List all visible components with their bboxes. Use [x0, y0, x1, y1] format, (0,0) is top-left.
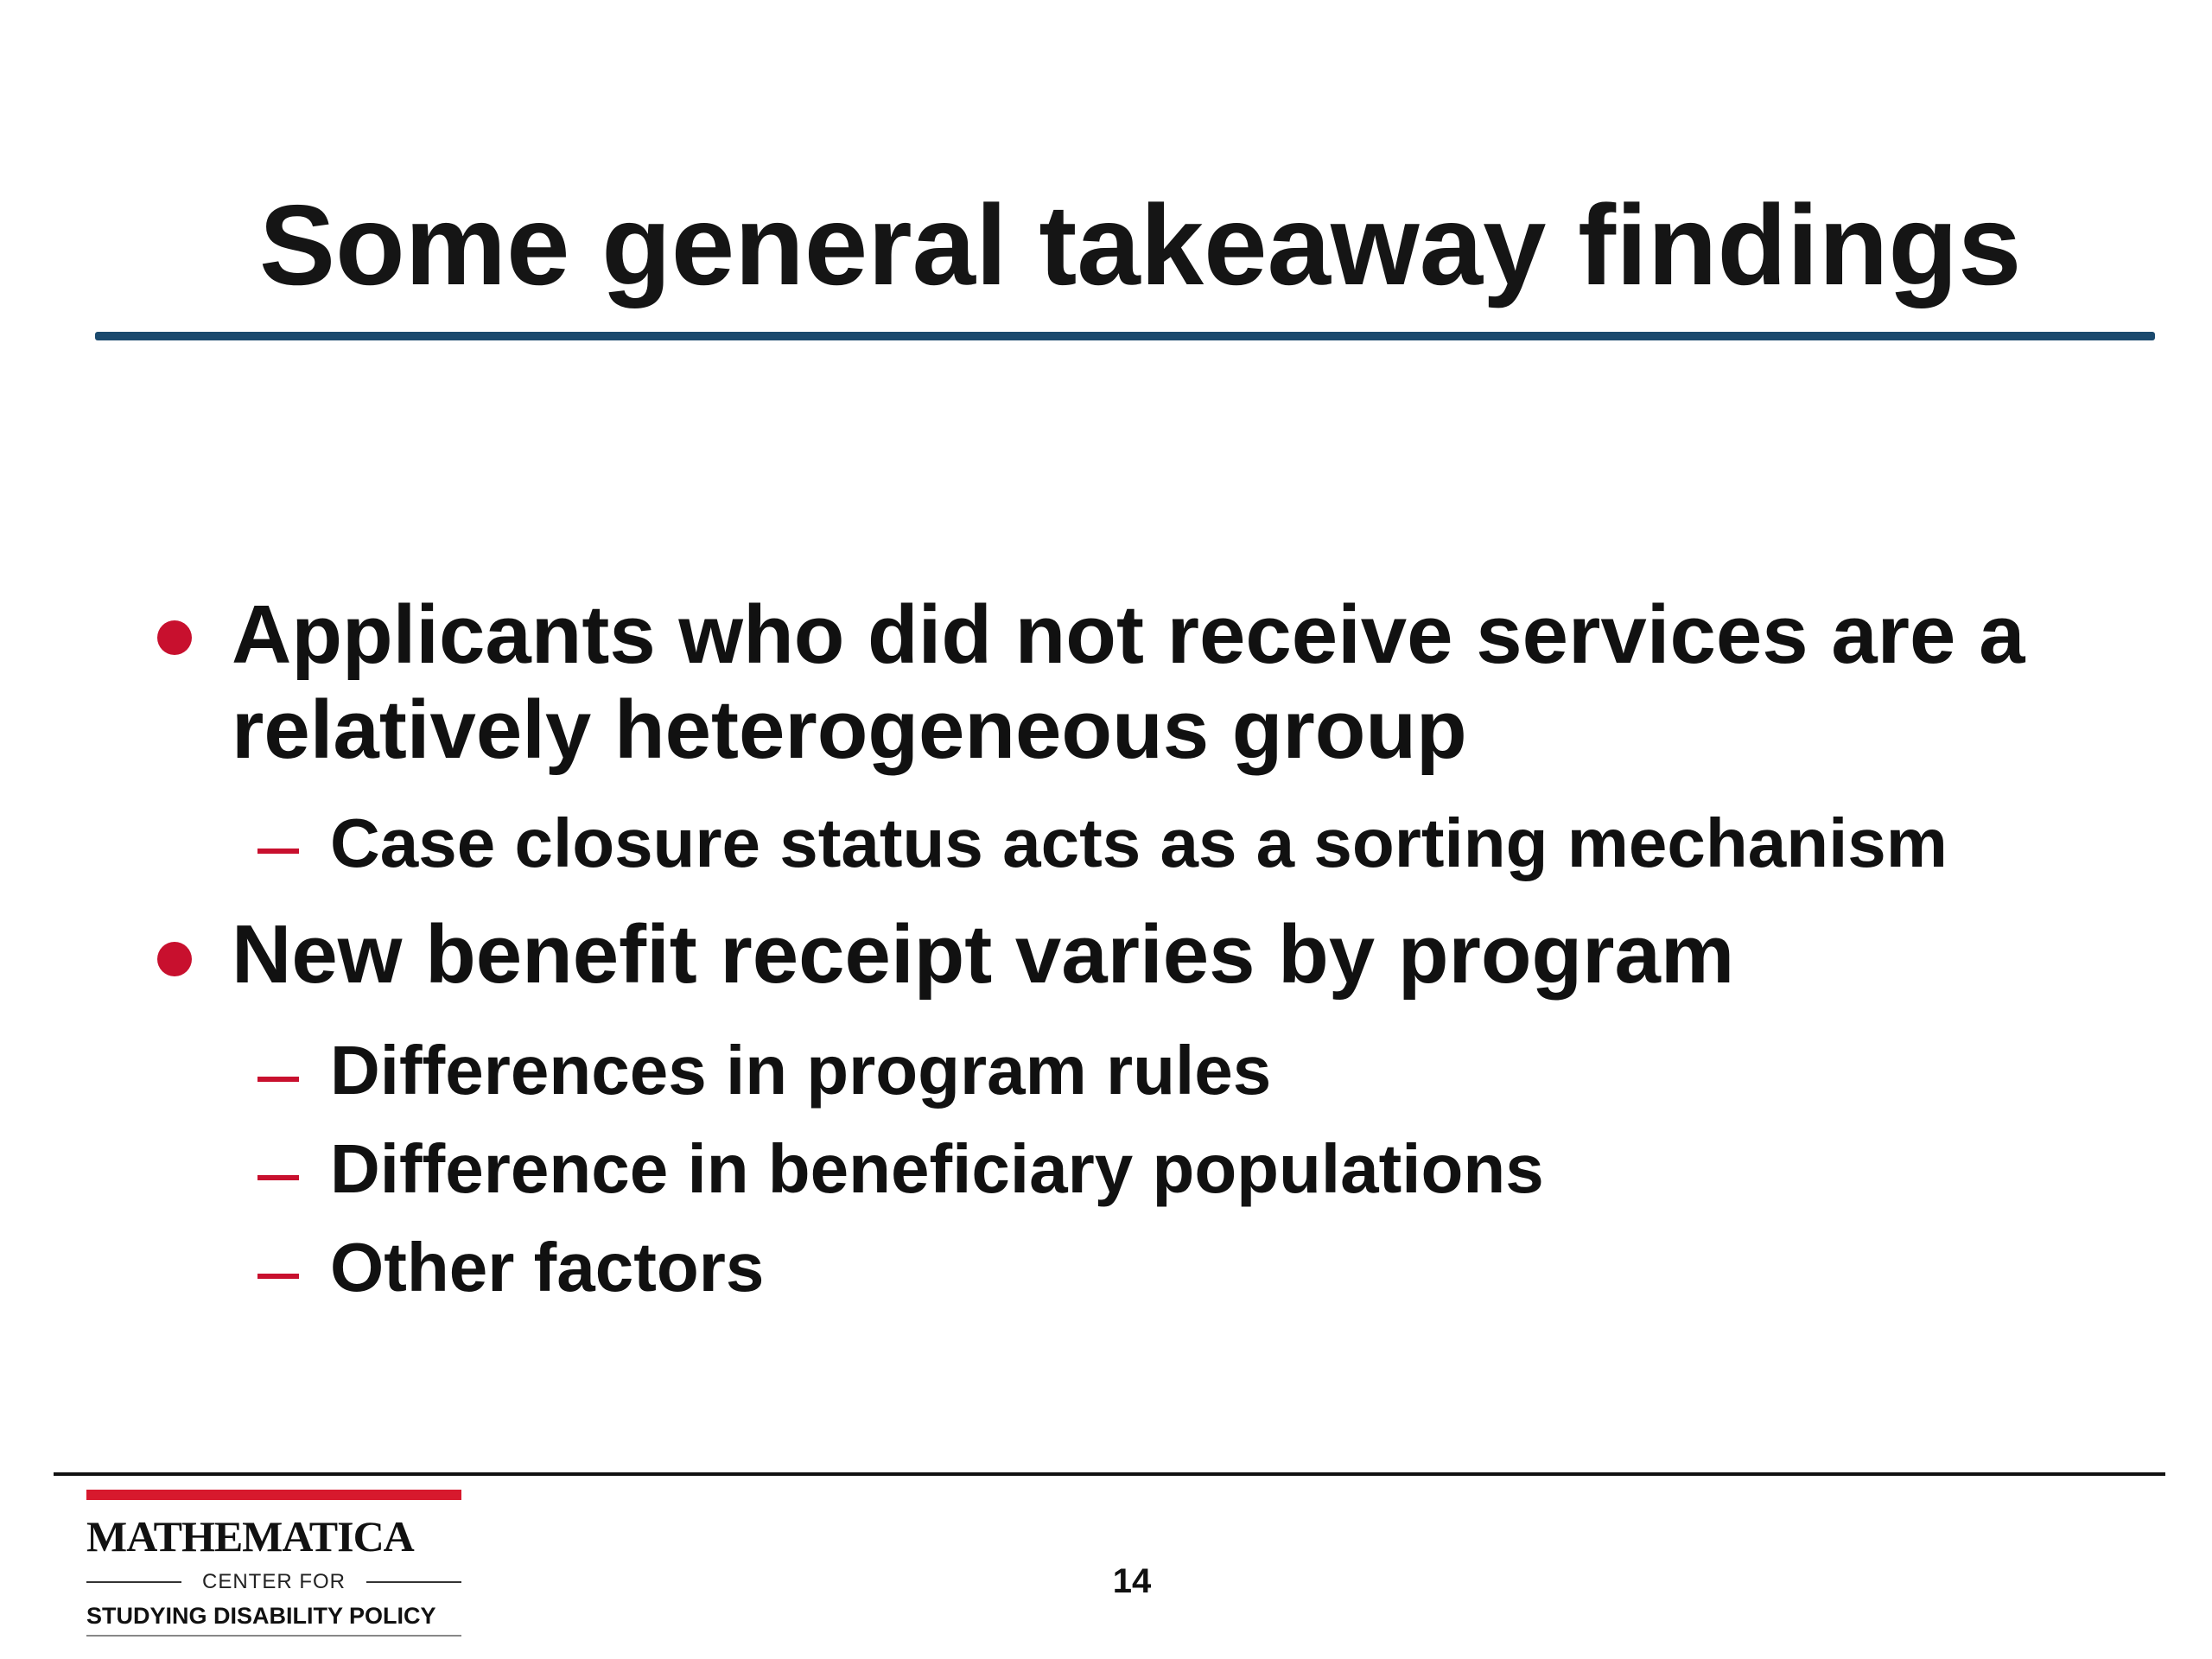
page-number: 14: [1112, 1562, 1152, 1600]
sub-bullet-item: Other factors: [330, 1229, 765, 1306]
bullet-text-line: Applicants who did not receive services are a: [232, 588, 2025, 681]
logo-rule-right: [366, 1581, 461, 1583]
sub-bullet-dash-icon: [257, 1274, 299, 1279]
logo-wordmark: MATHEMATICA: [86, 1512, 414, 1560]
sub-bullet-dash-icon: [257, 1077, 299, 1082]
sub-bullet-item: Case closure status acts as a sorting mechanism: [330, 804, 1948, 881]
bullet-item: [232, 907, 1734, 1002]
bullet-text-line: relatively heterogeneous group: [232, 683, 1467, 776]
mathematica-logo: [86, 1490, 461, 1637]
sub-bullet-dash-icon: [257, 849, 299, 854]
sub-bullet-item: Differences in program rules: [330, 1032, 1272, 1109]
bullet-dot-icon: [157, 620, 192, 655]
slide-title: Some general takeaway findings: [259, 181, 2022, 308]
logo-red-bar: [86, 1490, 461, 1500]
logo-subtitle: STUDYING DISABILITY POLICY: [86, 1603, 436, 1629]
sub-bullet-item: Difference in beneficiary populations: [330, 1130, 1544, 1207]
bullet-text-line: New benefit receipt varies by program: [232, 908, 1735, 1001]
bullet-dot-icon: [157, 942, 192, 976]
sub-bullet-dash-icon: [257, 1175, 299, 1180]
logo-bottom-rule: [86, 1635, 461, 1637]
logo-center-for: [86, 1569, 461, 1595]
footer-divider: [54, 1472, 2165, 1476]
bullet-item: [232, 588, 2024, 778]
logo-center-for-text: CENTER FOR: [202, 1570, 346, 1593]
